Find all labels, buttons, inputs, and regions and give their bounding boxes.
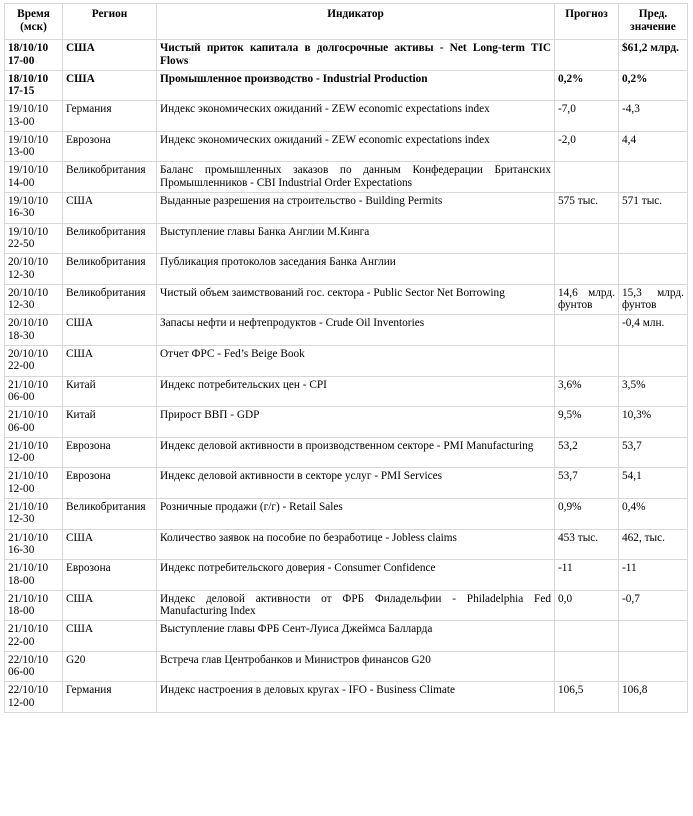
cell-forecast xyxy=(555,162,619,193)
cell-time: 19/10/10 22-50 xyxy=(5,223,63,254)
cell-indicator: Индекс деловой активности в производственном секторе - PMI Manufacturing xyxy=(157,437,555,468)
table-body xyxy=(5,40,688,713)
cell-indicator: Промышленное производство - Industrial Production xyxy=(157,70,555,101)
cell-indicator: Индекс деловой активности в секторе услуг - PMI Services xyxy=(157,468,555,499)
cell-region: G20 xyxy=(63,651,157,682)
cell-indicator: Чистый приток капитала в долгосрочные активы - Net Long-term TIC Flows xyxy=(157,40,555,71)
cell-forecast: 575 тыс. xyxy=(555,192,619,223)
cell-time: 19/10/10 13-00 xyxy=(5,131,63,162)
cell-indicator: Отчет ФРС - Fed’s Beige Book xyxy=(157,345,555,376)
table-row xyxy=(5,101,688,132)
table-row xyxy=(5,560,688,591)
cell-previous xyxy=(619,223,688,254)
cell-region: Германия xyxy=(63,101,157,132)
cell-indicator: Индекс потребительского доверия - Consumer Confidence xyxy=(157,560,555,591)
cell-region: Китай xyxy=(63,407,157,438)
cell-forecast xyxy=(555,223,619,254)
table-row xyxy=(5,162,688,193)
cell-time: 21/10/10 22-00 xyxy=(5,621,63,652)
cell-forecast xyxy=(555,254,619,285)
table-row xyxy=(5,498,688,529)
cell-forecast: 106,5 xyxy=(555,682,619,713)
cell-indicator: Индекс потребительских цен - CPI xyxy=(157,376,555,407)
cell-previous: 462, тыс. xyxy=(619,529,688,560)
cell-region: США xyxy=(63,70,157,101)
cell-forecast: 3,6% xyxy=(555,376,619,407)
header-forecast: Прогноз xyxy=(555,4,619,40)
cell-time: 20/10/10 22-00 xyxy=(5,345,63,376)
cell-indicator: Баланс промышленных заказов по данным Конфедерации Британских Промышленников - CBI Industrial Order Expectations xyxy=(157,162,555,193)
cell-region: США xyxy=(63,590,157,621)
cell-time: 18/10/10 17-15 xyxy=(5,70,63,101)
cell-forecast: 9,5% xyxy=(555,407,619,438)
cell-previous: 106,8 xyxy=(619,682,688,713)
cell-forecast xyxy=(555,40,619,71)
table-row xyxy=(5,621,688,652)
table-row xyxy=(5,590,688,621)
cell-forecast: 14,6 млрд. фунтов xyxy=(555,284,619,315)
cell-region: США xyxy=(63,621,157,652)
table-row xyxy=(5,468,688,499)
cell-forecast: 0,2% xyxy=(555,70,619,101)
cell-indicator: Выданные разрешения на строительство - Building Permits xyxy=(157,192,555,223)
cell-previous: -4,3 xyxy=(619,101,688,132)
cell-previous: 10,3% xyxy=(619,407,688,438)
cell-previous xyxy=(619,345,688,376)
cell-forecast: 0,9% xyxy=(555,498,619,529)
cell-region: Великобритания xyxy=(63,223,157,254)
cell-time: 21/10/10 16-30 xyxy=(5,529,63,560)
table-row xyxy=(5,131,688,162)
cell-time: 20/10/10 12-30 xyxy=(5,254,63,285)
table-row xyxy=(5,376,688,407)
cell-forecast: 453 тыс. xyxy=(555,529,619,560)
table-row xyxy=(5,345,688,376)
table-row xyxy=(5,529,688,560)
cell-region: США xyxy=(63,40,157,71)
cell-indicator: Индекс экономических ожиданий - ZEW economic expectations index xyxy=(157,131,555,162)
cell-region: Еврозона xyxy=(63,468,157,499)
cell-previous: 54,1 xyxy=(619,468,688,499)
cell-previous xyxy=(619,621,688,652)
cell-region: Еврозона xyxy=(63,131,157,162)
cell-region: Еврозона xyxy=(63,437,157,468)
table-row xyxy=(5,40,688,71)
cell-region: Великобритания xyxy=(63,162,157,193)
cell-indicator: Индекс настроения в деловых кругах - IFO - Business Climate xyxy=(157,682,555,713)
cell-previous: 53,7 xyxy=(619,437,688,468)
cell-previous: 15,3 млрд. фунтов xyxy=(619,284,688,315)
table-row xyxy=(5,682,688,713)
header-time: Время (мск) xyxy=(5,4,63,40)
cell-time: 18/10/10 17-00 xyxy=(5,40,63,71)
cell-previous: 0,4% xyxy=(619,498,688,529)
header-indicator: Индикатор xyxy=(157,4,555,40)
cell-time: 19/10/10 13-00 xyxy=(5,101,63,132)
cell-indicator: Публикация протоколов заседания Банка Англии xyxy=(157,254,555,285)
cell-region: Китай xyxy=(63,376,157,407)
cell-forecast: 53,2 xyxy=(555,437,619,468)
cell-time: 21/10/10 12-30 xyxy=(5,498,63,529)
cell-time: 21/10/10 18-00 xyxy=(5,560,63,591)
table-row xyxy=(5,437,688,468)
cell-previous xyxy=(619,651,688,682)
cell-time: 19/10/10 16-30 xyxy=(5,192,63,223)
cell-time: 21/10/10 18-00 xyxy=(5,590,63,621)
table-row xyxy=(5,223,688,254)
cell-forecast xyxy=(555,621,619,652)
cell-indicator: Индекс деловой активности от ФРБ Филадельфии - Philadelphia Fed Manufacturing Index xyxy=(157,590,555,621)
cell-previous: -11 xyxy=(619,560,688,591)
cell-region: Великобритания xyxy=(63,498,157,529)
cell-forecast xyxy=(555,345,619,376)
cell-previous: 571 тыс. xyxy=(619,192,688,223)
cell-region: США xyxy=(63,315,157,346)
header-previous: Пред. значение xyxy=(619,4,688,40)
cell-indicator: Выступление главы Банка Англии М.Кинга xyxy=(157,223,555,254)
cell-indicator: Индекс экономических ожиданий - ZEW economic expectations index xyxy=(157,101,555,132)
table-row xyxy=(5,651,688,682)
cell-previous xyxy=(619,162,688,193)
cell-region: США xyxy=(63,529,157,560)
cell-previous xyxy=(619,254,688,285)
cell-previous: $61,2 млрд. xyxy=(619,40,688,71)
table-row xyxy=(5,70,688,101)
cell-indicator: Количество заявок на пособие по безработице - Jobless claims xyxy=(157,529,555,560)
cell-indicator: Выступление главы ФРБ Сент-Луиса Джеймса Балларда xyxy=(157,621,555,652)
table-row xyxy=(5,407,688,438)
economic-calendar-table xyxy=(4,3,688,713)
cell-time: 22/10/10 06-00 xyxy=(5,651,63,682)
cell-indicator: Запасы нефти и нефтепродуктов - Crude Oil Inventories xyxy=(157,315,555,346)
cell-region: Германия xyxy=(63,682,157,713)
cell-time: 21/10/10 06-00 xyxy=(5,407,63,438)
table-row xyxy=(5,315,688,346)
cell-forecast: 53,7 xyxy=(555,468,619,499)
cell-region: Великобритания xyxy=(63,284,157,315)
cell-time: 20/10/10 18-30 xyxy=(5,315,63,346)
cell-forecast: -7,0 xyxy=(555,101,619,132)
cell-region: Еврозона xyxy=(63,560,157,591)
cell-forecast xyxy=(555,651,619,682)
table-row xyxy=(5,254,688,285)
cell-indicator: Чистый объем заимствований гос. сектора - Public Sector Net Borrowing xyxy=(157,284,555,315)
cell-forecast xyxy=(555,315,619,346)
cell-indicator: Розничные продажи (г/г) - Retail Sales xyxy=(157,498,555,529)
cell-time: 21/10/10 06-00 xyxy=(5,376,63,407)
cell-forecast: -11 xyxy=(555,560,619,591)
cell-forecast: 0,0 xyxy=(555,590,619,621)
header-region: Регион xyxy=(63,4,157,40)
cell-previous: 3,5% xyxy=(619,376,688,407)
cell-time: 20/10/10 12-30 xyxy=(5,284,63,315)
cell-time: 19/10/10 14-00 xyxy=(5,162,63,193)
cell-indicator: Прирост ВВП - GDP xyxy=(157,407,555,438)
cell-time: 22/10/10 12-00 xyxy=(5,682,63,713)
cell-previous: -0,7 xyxy=(619,590,688,621)
cell-region: США xyxy=(63,345,157,376)
cell-time: 21/10/10 12-00 xyxy=(5,468,63,499)
header-row xyxy=(5,4,688,40)
cell-indicator: Встреча глав Центробанков и Министров финансов G20 xyxy=(157,651,555,682)
cell-region: США xyxy=(63,192,157,223)
table-row xyxy=(5,284,688,315)
cell-forecast: -2,0 xyxy=(555,131,619,162)
cell-previous: -0,4 млн. xyxy=(619,315,688,346)
cell-previous: 0,2% xyxy=(619,70,688,101)
cell-time: 21/10/10 12-00 xyxy=(5,437,63,468)
cell-previous: 4,4 xyxy=(619,131,688,162)
cell-region: Великобритания xyxy=(63,254,157,285)
table-row xyxy=(5,192,688,223)
